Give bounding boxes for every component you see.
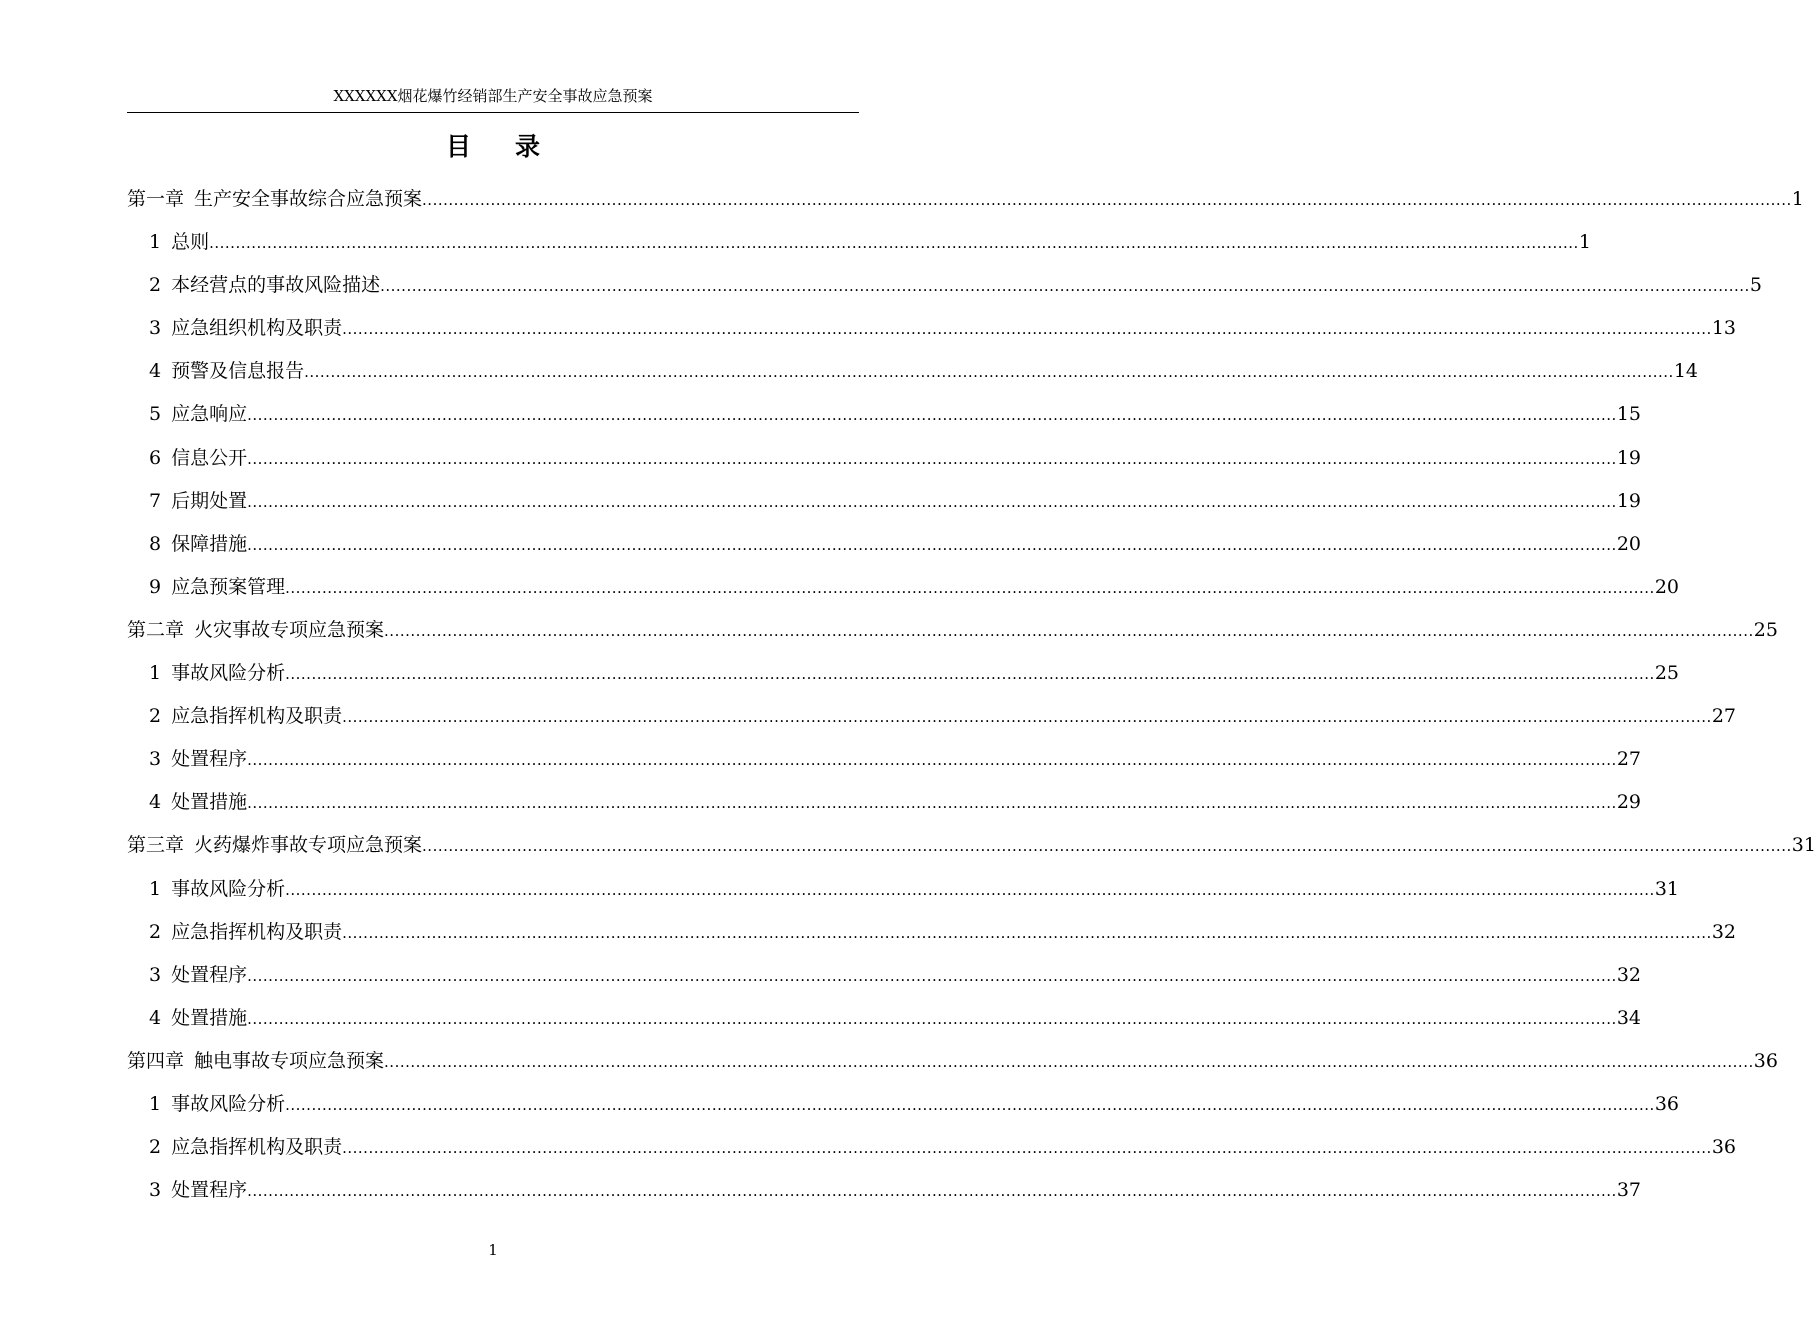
toc-entry-number: 4 [149, 360, 162, 383]
toc-dot-leader: .................................................................................................................................................................................................................................................................... [209, 234, 1579, 253]
toc-entry-number: 第一章 [127, 188, 185, 210]
toc-entry-chapter[interactable] [127, 178, 1804, 221]
toc-entry-label: 总则 [171, 231, 210, 254]
toc-entry-section[interactable] [127, 437, 1641, 480]
toc-entry-section[interactable] [127, 997, 1641, 1040]
toc-entry-chapter[interactable] [127, 1040, 1778, 1083]
toc-entry-label: 触电事故专项应急预案 [194, 1049, 385, 1072]
toc-entry-number: 2 [149, 705, 162, 728]
toc-entry-label: 处置程序 [171, 963, 248, 986]
toc-entry-page: 5 [1749, 274, 1762, 297]
toc-dot-leader: .................................................................................................................................................................................................................................................................... [342, 1139, 1712, 1158]
toc-entry-page: 13 [1711, 317, 1736, 340]
toc-dot-leader: .................................................................................................................................................................................................................................................................... [384, 621, 1754, 640]
toc-entry-page: 36 [1711, 1136, 1736, 1159]
toc-entry-section[interactable] [127, 480, 1641, 523]
toc-entry-label: 应急指挥机构及职责 [171, 1136, 343, 1159]
page-header: XXXXXX烟花爆竹经销部生产安全事故应急预案 [333, 87, 653, 105]
toc-dot-leader: .................................................................................................................................................................................................................................................................... [247, 449, 1617, 468]
toc-entry-label: 后期处置 [171, 489, 248, 512]
toc-entry-label: 预警及信息报告 [171, 360, 305, 383]
toc-entry-label: 应急响应 [171, 403, 248, 426]
toc-entry-number: 第二章 [127, 618, 185, 641]
toc-entry-number: 4 [149, 1006, 162, 1029]
table-of-contents [127, 178, 1816, 1212]
toc-entry-number: 第三章 [127, 834, 185, 857]
toc-entry-page: 34 [1616, 1006, 1641, 1029]
toc-entry-label: 处置程序 [171, 748, 248, 771]
toc-entry-section[interactable] [127, 1169, 1641, 1212]
toc-dot-leader: .................................................................................................................................................................................................................................................................... [342, 923, 1712, 942]
toc-entry-section[interactable] [127, 695, 1736, 738]
toc-dot-leader: .................................................................................................................................................................................................................................................................... [422, 837, 1792, 856]
toc-dot-leader: .................................................................................................................................................................................................................................................................... [247, 406, 1617, 425]
toc-entry-section[interactable] [127, 523, 1641, 566]
toc-entry-section[interactable] [127, 264, 1762, 307]
toc-entry-section[interactable] [127, 1126, 1736, 1169]
toc-dot-leader: .................................................................................................................................................................................................................................................................... [342, 320, 1712, 339]
toc-entry-page: 31 [1791, 834, 1816, 857]
toc-dot-leader: .................................................................................................................................................................................................................................................................... [247, 1182, 1617, 1201]
toc-dot-leader: .................................................................................................................................................................................................................................................................... [247, 492, 1617, 511]
toc-entry-number: 4 [149, 791, 162, 814]
toc-title: 目录 [445, 132, 584, 161]
toc-entry-page: 25 [1654, 662, 1679, 685]
toc-entry-section[interactable] [127, 911, 1736, 954]
toc-dot-leader: .................................................................................................................................................................................................................................................................... [285, 665, 1655, 684]
toc-entry-page: 37 [1616, 1179, 1641, 1202]
toc-entry-number: 1 [149, 1092, 162, 1115]
toc-entry-label: 处置措施 [171, 791, 248, 814]
toc-entry-page: 20 [1654, 575, 1679, 598]
toc-dot-leader: .................................................................................................................................................................................................................................................................... [285, 880, 1655, 899]
toc-dot-leader: .................................................................................................................................................................................................................................................................... [247, 794, 1617, 813]
toc-entry-number: 1 [149, 231, 162, 254]
header-divider [127, 112, 859, 113]
page-number: 1 [488, 1241, 498, 1259]
toc-entry-page: 36 [1753, 1049, 1778, 1072]
toc-entry-label: 生产安全事故综合应急预案 [194, 188, 423, 210]
toc-entry-page: 32 [1711, 920, 1736, 943]
toc-dot-leader: .................................................................................................................................................................................................................................................................... [342, 708, 1712, 727]
toc-entry-label: 火灾事故专项应急预案 [194, 618, 385, 641]
toc-dot-leader: .................................................................................................................................................................................................................................................................... [247, 751, 1617, 770]
toc-entry-label: 应急预案管理 [171, 575, 286, 598]
toc-dot-leader: .................................................................................................................................................................................................................................................................... [285, 1095, 1655, 1114]
toc-entry-page: 27 [1616, 748, 1641, 771]
toc-dot-leader: .................................................................................................................................................................................................................................................................... [247, 966, 1617, 985]
toc-entry-chapter[interactable] [127, 824, 1816, 867]
toc-entry-label: 事故风险分析 [171, 877, 286, 900]
toc-entry-section[interactable] [127, 1083, 1679, 1126]
toc-entry-page: 27 [1711, 705, 1736, 728]
toc-dot-leader: .................................................................................................................................................................................................................................................................... [380, 277, 1750, 296]
toc-dot-leader: .................................................................................................................................................................................................................................................................... [304, 363, 1674, 382]
toc-entry-label: 应急组织机构及职责 [171, 317, 343, 340]
toc-entry-number: 第四章 [127, 1049, 185, 1072]
toc-entry-number: 3 [149, 748, 162, 771]
toc-entry-number: 5 [149, 403, 162, 426]
toc-entry-number: 6 [149, 446, 162, 469]
toc-entry-number: 2 [149, 1136, 162, 1159]
toc-entry-section[interactable] [127, 307, 1736, 350]
toc-dot-leader: .................................................................................................................................................................................................................................................................... [422, 191, 1792, 209]
toc-entry-page: 19 [1616, 489, 1641, 512]
toc-entry-label: 保障措施 [171, 532, 248, 555]
toc-entry-page: 31 [1654, 877, 1679, 900]
toc-entry-label: 信息公开 [171, 446, 248, 469]
toc-entry-page: 20 [1616, 532, 1641, 555]
toc-entry-section[interactable] [127, 738, 1641, 781]
toc-entry-label: 事故风险分析 [171, 1092, 286, 1115]
toc-entry-number: 7 [149, 489, 162, 512]
toc-entry-number: 3 [149, 1179, 162, 1202]
toc-entry-number: 3 [149, 317, 162, 340]
toc-entry-number: 8 [149, 532, 162, 555]
toc-entry-number: 1 [149, 877, 162, 900]
toc-entry-label: 本经营点的事故风险描述 [171, 274, 381, 297]
toc-entry-page: 36 [1654, 1092, 1679, 1115]
toc-entry-label: 处置措施 [171, 1006, 248, 1029]
toc-entry-section[interactable] [127, 781, 1641, 824]
toc-entry-number: 2 [149, 920, 162, 943]
toc-entry-page: 14 [1673, 360, 1698, 383]
toc-entry-number: 2 [149, 274, 162, 297]
toc-entry-section[interactable] [127, 954, 1641, 997]
toc-entry-section[interactable] [127, 393, 1641, 436]
toc-entry-page: 15 [1616, 403, 1641, 426]
toc-dot-leader: .................................................................................................................................................................................................................................................................... [247, 1009, 1617, 1028]
toc-entry-label: 事故风险分析 [171, 662, 286, 685]
toc-entry-section[interactable] [127, 350, 1698, 393]
toc-entry-label: 火药爆炸事故专项应急预案 [194, 834, 423, 857]
toc-entry-page: 25 [1753, 618, 1778, 641]
toc-entry-chapter[interactable] [127, 609, 1778, 652]
toc-entry-page: 29 [1616, 791, 1641, 814]
toc-entry-section[interactable] [127, 868, 1679, 911]
toc-entry-page: 19 [1616, 446, 1641, 469]
toc-entry-number: 1 [149, 662, 162, 685]
toc-entry-page: 1 [1578, 231, 1591, 254]
toc-entry-section[interactable] [127, 566, 1679, 609]
toc-dot-leader: .................................................................................................................................................................................................................................................................... [384, 1052, 1754, 1071]
toc-entry-number: 3 [149, 963, 162, 986]
toc-entry-label: 应急指挥机构及职责 [171, 920, 343, 943]
toc-dot-leader: .................................................................................................................................................................................................................................................................... [285, 578, 1655, 597]
toc-entry-page: 32 [1616, 963, 1641, 986]
toc-entry-page: 1 [1791, 188, 1804, 210]
toc-entry-label: 应急指挥机构及职责 [171, 705, 343, 728]
toc-entry-section[interactable] [127, 652, 1679, 695]
toc-entry-label: 处置程序 [171, 1179, 248, 1202]
toc-entry-number: 9 [149, 575, 162, 598]
toc-dot-leader: .................................................................................................................................................................................................................................................................... [247, 535, 1617, 554]
toc-entry-section[interactable] [127, 221, 1591, 264]
